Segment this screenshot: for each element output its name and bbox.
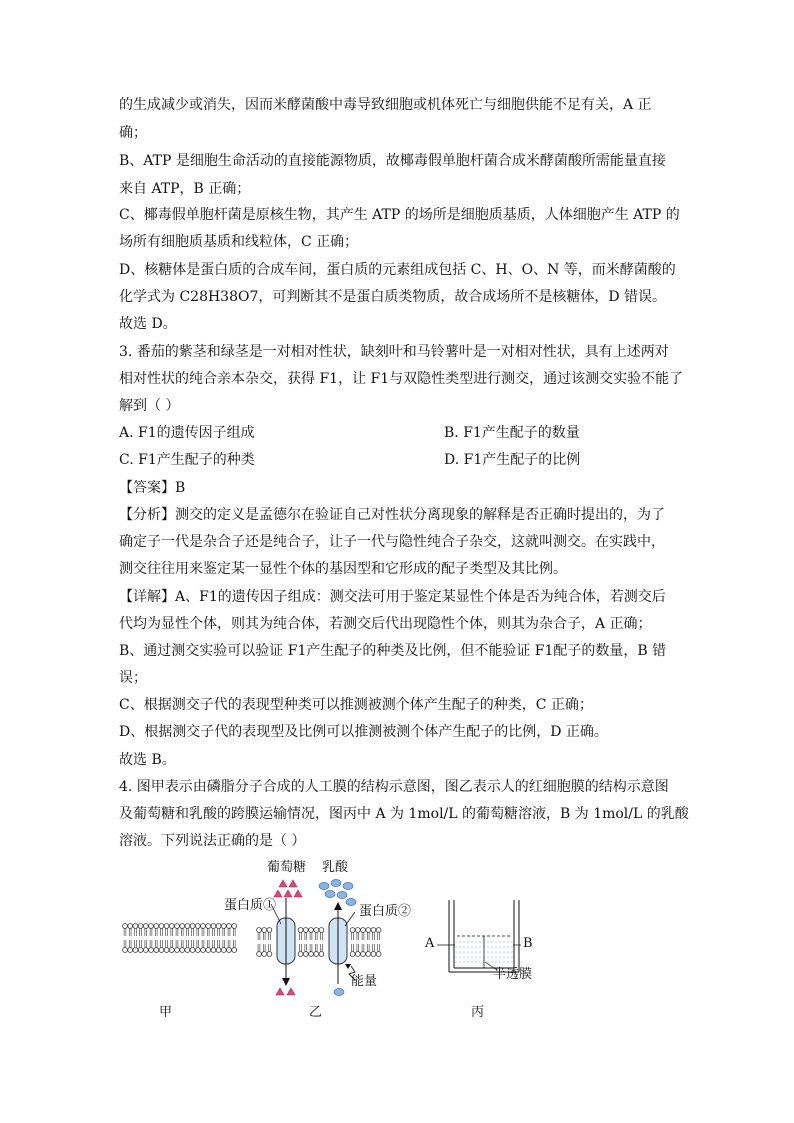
phospholipid — [227, 940, 232, 952]
phospholipid — [262, 944, 267, 956]
phospholipid — [143, 940, 148, 952]
phospholipid — [169, 940, 174, 952]
phospholipid — [262, 928, 267, 940]
protein-2-label: 蛋白质② — [359, 904, 412, 919]
phospholipid — [190, 940, 195, 952]
membrane-figure — [119, 852, 679, 1022]
phospholipid — [169, 924, 174, 936]
phospholipid — [206, 924, 211, 936]
phospholipid — [216, 940, 221, 952]
answer: 【答案】B — [119, 480, 186, 496]
phospholipid — [154, 940, 159, 952]
phospholipid — [309, 928, 314, 940]
phospholipid — [314, 928, 319, 940]
phospholipid — [371, 944, 376, 956]
phospholipid — [221, 924, 226, 936]
analysis-line: 测交往往用来鉴定某一显性个体的基因型和它形成的配子类型及其比例。 — [119, 561, 567, 577]
option-b: B. F1产生配子的数量 — [444, 425, 580, 441]
phospholipid — [319, 944, 324, 956]
phospholipid — [303, 928, 308, 940]
glucose-molecules — [274, 880, 302, 897]
option-d: D. F1产生配子的比例 — [444, 452, 581, 468]
lactic-acid-label: 乳酸 — [322, 860, 349, 875]
phospholipid — [267, 944, 272, 956]
phospholipid — [159, 940, 164, 952]
energy-label: 能量 — [351, 974, 378, 989]
phospholipid — [133, 940, 138, 952]
text-line: D、核糖体是蛋白质的合成车间，蛋白质的元素组成包括 C、H、O、N 等，而米酵菌酸的 — [119, 262, 676, 278]
phospholipid — [257, 944, 262, 956]
phospholipid — [180, 924, 185, 936]
phospholipid — [123, 924, 128, 936]
phospholipid — [138, 940, 143, 952]
phospholipid — [180, 940, 185, 952]
text-line: B、ATP 是细胞生命活动的直接能源物质，故椰毒假单胞杆菌合成米酵菌酸所需能量直接 — [119, 153, 666, 169]
phospholipid — [216, 924, 221, 936]
phospholipid — [128, 940, 133, 952]
option-c: C. F1产生配子的种类 — [119, 452, 255, 468]
phospholipid — [309, 944, 314, 956]
phospholipid — [221, 940, 226, 952]
phospholipid — [149, 940, 154, 952]
phospholipid — [154, 924, 159, 936]
text-line: 确； — [119, 125, 147, 141]
phospholipid — [366, 944, 371, 956]
phospholipid — [232, 924, 237, 936]
u-tube-beaker — [437, 900, 521, 972]
phospholipid — [376, 944, 381, 956]
phospholipid — [175, 924, 180, 936]
phospholipid — [257, 928, 262, 940]
detail-line: 误； — [119, 670, 147, 686]
detail-line: 故选 B。 — [119, 752, 176, 768]
figure-jia-caption: 甲 — [159, 1005, 173, 1020]
phospholipid — [211, 940, 216, 952]
bilayer-jia — [123, 924, 237, 953]
question-4-line: 及葡萄糖和乳酸的跨膜运输情况，图丙中 A 为 1mol/L 的葡萄糖溶液，B 为 1mol/L 的乳酸 — [119, 806, 689, 822]
analysis-line: 确定子一代是杂合子还是纯合子，让子一代与隐性纯合子杂交，这就叫测交。在实践中， — [119, 534, 665, 550]
phospholipid — [319, 928, 324, 940]
glucose-label: 葡萄糖 — [267, 860, 307, 875]
phospholipid — [361, 928, 366, 940]
detail-line: C、根据测交子代的表现型种类可以推测被测个体产生配子的种类，C 正确； — [119, 697, 593, 713]
phospholipid — [133, 924, 138, 936]
protein-1-label: 蛋白质① — [224, 898, 277, 913]
phospholipid — [201, 924, 206, 936]
question-3-line: 3. 番茄的紫茎和绿茎是一对相对性状，缺刻叶和马铃薯叶是一对相对性状，具有上述两对 — [119, 344, 669, 360]
phospholipid — [195, 924, 200, 936]
text-line: 场所有细胞质基质和线粒体，C 正确； — [119, 234, 359, 250]
phospholipid — [123, 940, 128, 952]
phospholipid — [303, 944, 308, 956]
phospholipid — [361, 944, 366, 956]
phospholipid — [175, 940, 180, 952]
phospholipid — [376, 928, 381, 940]
phospholipid — [232, 940, 237, 952]
detail-line: D、根据测交子代的表现型及比例可以推测被测个体产生配子的比例，D 正确。 — [119, 724, 608, 740]
figure-yi-caption: 乙 — [309, 1005, 323, 1020]
phospholipid — [164, 924, 169, 936]
phospholipid — [298, 944, 303, 956]
detail-line: B、通过测交实验可以验证 F1产生配子的种类及比例，但不能验证 F1配子的数量，B 错 — [119, 643, 667, 659]
text-line: 故选 D。 — [119, 316, 177, 332]
text-line: 化学式为 C28H38O7，可判断其不是蛋白质类物质，故合成场所不是核糖体，D 错误。 — [119, 289, 667, 305]
phospholipid — [185, 940, 190, 952]
phospholipid — [195, 940, 200, 952]
text-line: 的生成减少或消失，因而米酵菌酸中毒导致细胞或机体死亡与细胞供能不足有关，A 正 — [119, 97, 652, 113]
phospholipid — [267, 928, 272, 940]
phospholipid — [206, 940, 211, 952]
phospholipid — [159, 924, 164, 936]
phospholipid — [201, 940, 206, 952]
phospholipid — [227, 924, 232, 936]
label-b: B — [523, 936, 533, 951]
phospholipid — [143, 924, 148, 936]
glucose-molecules-inside — [276, 988, 295, 995]
phospholipid — [211, 924, 216, 936]
phospholipid — [355, 928, 360, 940]
phospholipid — [164, 940, 169, 952]
detail-line: 代均为显性个体，则其为纯合体，若测交后代出现隐性个体，则其为杂合子，A 正确； — [119, 616, 652, 632]
question-4-line: 4. 图甲表示由磷脂分子合成的人工膜的结构示意图，图乙表示人的红细胞膜的结构示意图 — [119, 779, 669, 795]
phospholipid — [298, 928, 303, 940]
question-3-line: 解到（ ） — [119, 398, 180, 414]
label-a: A — [425, 936, 435, 951]
membrane-diagram-svg — [119, 852, 679, 1022]
bilayer-yi — [257, 928, 381, 957]
figure-bing-caption: 丙 — [471, 1005, 485, 1020]
text-line: C、椰毒假单胞杆菌是原核生物，其产生 ATP 的场所是细胞质基质，人体细胞产生 ATP 的 — [119, 207, 680, 223]
question-3-line: 相对性状的纯合亲本杂交，获得 F1，让 F1与双隐性类型进行测交，通过该测交实验不能了 — [119, 371, 684, 387]
phospholipid — [366, 928, 371, 940]
question-4-line: 溶液。下列说法正确的是（ ） — [119, 833, 306, 849]
text-line: 来自 ATP，B 正确； — [119, 181, 251, 197]
phospholipid — [138, 924, 143, 936]
phospholipid — [371, 928, 376, 940]
phospholipid — [149, 924, 154, 936]
phospholipid — [314, 944, 319, 956]
phospholipid — [350, 928, 355, 940]
semipermeable-membrane-label: 半透膜 — [493, 967, 533, 982]
analysis-line: 【分析】测交的定义是孟德尔在验证自己对性状分离现象的解释是否正确时提出的，为了 — [119, 507, 665, 523]
detail-line: 【详解】A、F1的遗传因子组成：测交法可用于鉴定某显性个体是否为纯合体，若测交后 — [119, 589, 666, 605]
option-a: A. F1的遗传因子组成 — [119, 425, 255, 441]
phospholipid — [190, 924, 195, 936]
phospholipid — [185, 924, 190, 936]
phospholipid — [355, 944, 360, 956]
phospholipid — [350, 944, 355, 956]
phospholipid — [128, 924, 133, 936]
